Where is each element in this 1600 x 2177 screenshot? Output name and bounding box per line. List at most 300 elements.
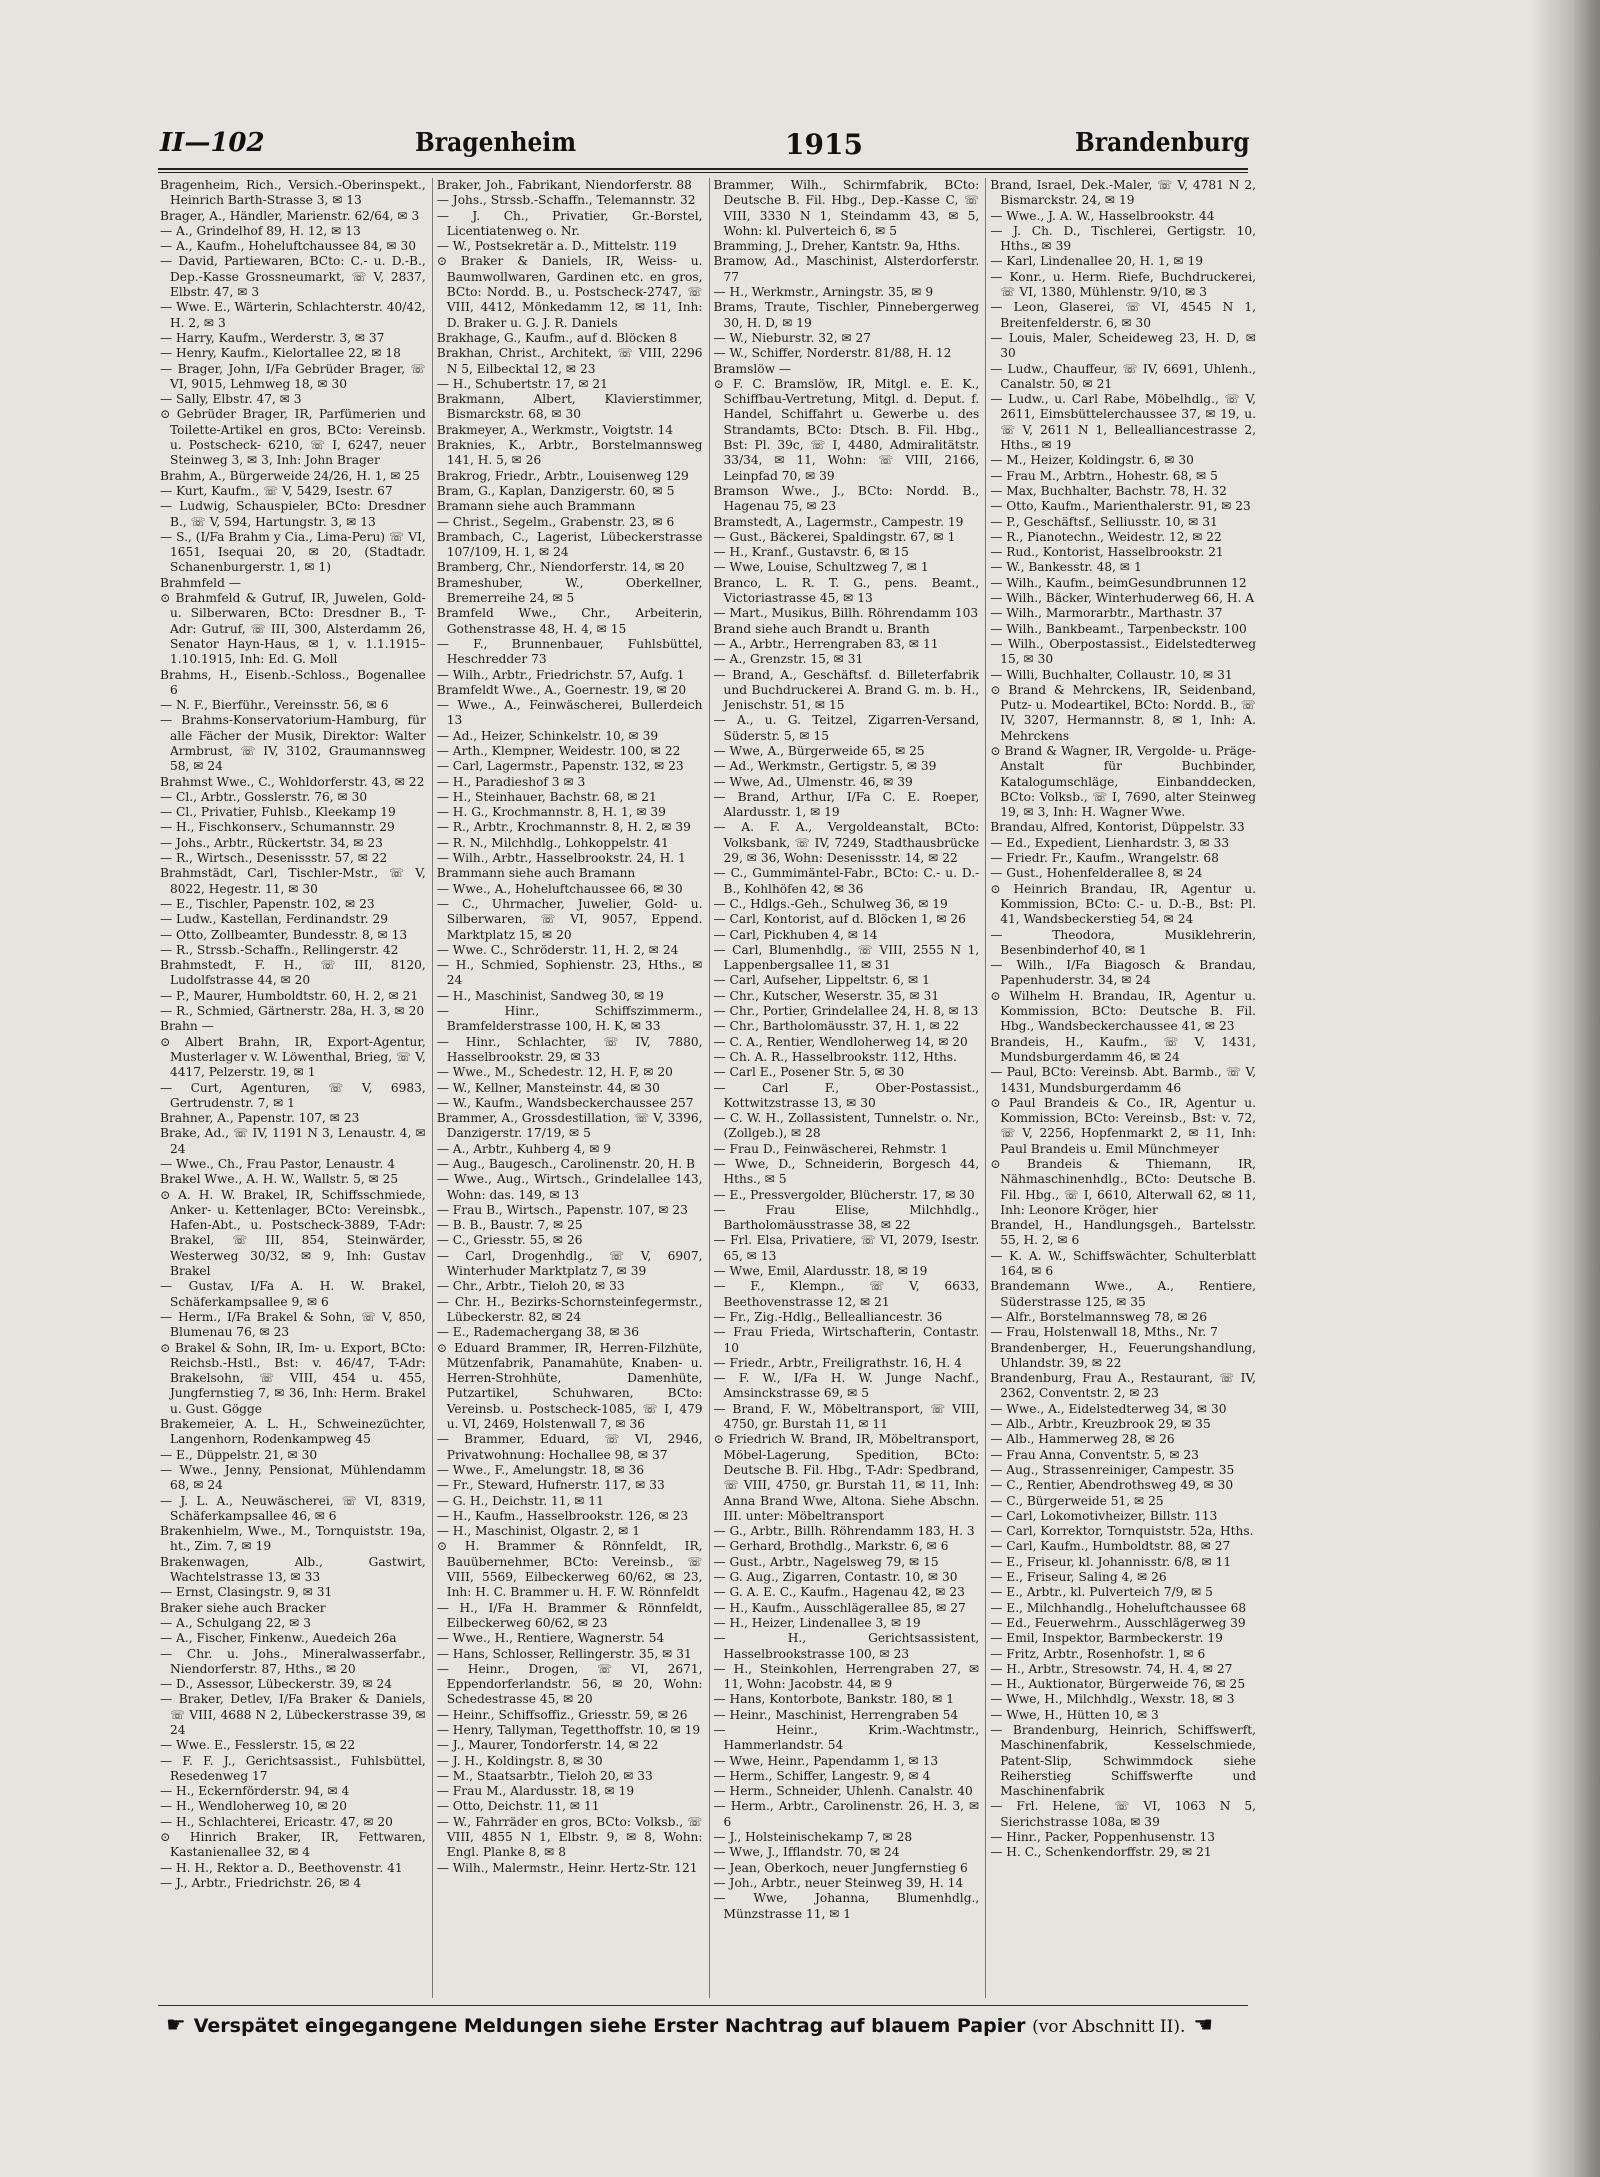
directory-entry: — Chr., Portier, Grindelallee 24, H. 8, ✉ 13 (713, 1004, 979, 1019)
directory-entry: — J. L. A., Neuwäscherei, ☏ VI, 8319, Schäferkampsallee 46, ✉ 6 (160, 1493, 426, 1523)
directory-entry: Bramberg, Chr., Niendorferstr. 14, ✉ 20 (436, 560, 685, 575)
directory-entry: — H., Steinkohlen, Herrengraben 27, ✉ 11, Wohn: Jacobstr. 44, ✉ 9 (713, 1661, 980, 1692)
directory-entry: ⊙ Eduard Brammer, IR, Herren-Filzhüte, Mützenfabrik, Panamahüte, Knaben- u. Herren-Strohhüte, Damenhüte, Putzartikel, Schuhwaren, BCto: Vereinsb. u. Postscheck-1085, ☏ I, 479 u. VI, 2469, Holstenwall 7, ✉ 36 (436, 1340, 703, 1432)
directory-entry: — Wilh., I/Fa Biagosch & Brandau, Papenhuderstr. 34, ✉ 24 (990, 958, 1256, 988)
directory-entry: — H., Maschinist, Sandweg 30, ✉ 19 (436, 988, 664, 1003)
directory-entry: — Heinr., Schiffsoffiz., Griesstr. 59, ✉ 26 (436, 1707, 688, 1722)
directory-entry: ⊙ Brakel & Sohn, IR, Im- u. Export, BCto: Reichsb.-Hstl., Bst: v. 46/47, T-Adr: Brakelsohn, ☏ VIII, 454 u. 455, Jungfernstieg 7, ✉ 36, Inh: Herm. Brakel u. Gust. Gögge (160, 1340, 426, 1416)
column-4 (985, 178, 1256, 1998)
directory-entry: — P., Geschäftsf., Selliusstr. 10, ✉ 31 (990, 514, 1218, 529)
directory-entry: ⊙ H. Brammer & Rönnfeldt, IR, Bauübernehmer, BCto: Vereinsb., ☏ VIII, 5569, Eilbeckerweg 60/62, ✉ 23, Inh: H. C. Brammer u. H. F. W. Rönnfeldt (436, 1539, 703, 1600)
directory-entry: Brakmann, Albert, Klavierstimmer, Bismarckstr. 68, ✉ 30 (436, 392, 703, 422)
directory-entry: — E., Arbtr., kl. Pulverteich 7/9, ✉ 5 (990, 1585, 1213, 1600)
directory-entry: Brake, Ad., ☏ IV, 1191 N 3, Lenaustr. 4, ✉ 24 (160, 1126, 426, 1156)
directory-entry: Brandemann Wwe., A., Rentiere, Süderstrasse 125, ✉ 35 (990, 1279, 1256, 1309)
directory-entry: — Heinr., Krim.-Wachtmstr., Hammerlandstr. 54 (713, 1722, 980, 1753)
directory-entry: — Frau B., Wirtsch., Papenstr. 107, ✉ 23 (436, 1202, 688, 1217)
directory-entry: — Brand, Arthur, I/Fa C. E. Roeper, Alardusstr. 1, ✉ 19 (713, 789, 980, 820)
directory-entry: — Jean, Oberkoch, neuer Jungfernstieg 6 (713, 1860, 968, 1875)
directory-entry: — Frau Elise, Milchhdlg., Bartholomäusstrasse 38, ✉ 22 (713, 1202, 980, 1233)
directory-entry: — Wwe. E., Wärterin, Schlachterstr. 40/42, H. 2, ✉ 3 (160, 300, 426, 330)
directory-entry: — B. B., Baustr. 7, ✉ 25 (436, 1218, 583, 1233)
directory-entry: — Max, Buchhalter, Bachstr. 78, H. 32 (990, 483, 1227, 498)
directory-entry: — Fr., Steward, Hufnerstr. 117, ✉ 33 (436, 1478, 665, 1493)
directory-entry: Brahn — (160, 1019, 214, 1034)
directory-entry: — Frau Frieda, Wirtschafterin, Contastr. 10 (713, 1325, 980, 1355)
directory-entry: — G. H., Deichstr. 11, ✉ 11 (436, 1493, 604, 1508)
page-header (160, 128, 1250, 162)
directory-entry: — E., Pressvergolder, Blücherstr. 17, ✉ 30 (713, 1187, 975, 1202)
directory-entry: — W., Schiffer, Norderstr. 81/88, H. 12 (713, 346, 952, 361)
directory-entry: — Hinr., Schiffszimmerm., Bramfelderstrasse 100, H. K, ✉ 33 (436, 1004, 703, 1034)
directory-entry: Bramson Wwe., J., BCto: Nordd. B., Hagenau 75, ✉ 23 (713, 483, 980, 514)
directory-entry: Brandeis, H., Kaufm., ☏ V, 1431, Mundsburgerdamm 46, ✉ 24 (990, 1034, 1256, 1064)
header-rule (158, 168, 1248, 173)
directory-entry: ⊙ Paul Brandeis & Co., IR, Agentur u. Kommission, BCto: Vereinsb., Bst: v. 72, ☏ V, 2256, Hopfenmarkt 2, ✉ 11, Inh: Paul Brandeis u. Emil Münchmeyer (990, 1095, 1256, 1156)
directory-entry: — David, Partiewaren, BCto: C.- u. D.-B., Dep.-Kasse Grossneumarkt, ☏ V, 2837, Elbstr. 47, ✉ 3 (160, 254, 426, 300)
directory-entry: — Wwe, H., Hütten 10, ✉ 3 (990, 1707, 1159, 1722)
directory-entry: — Wwe, Emil, Alardusstr. 18, ✉ 19 (713, 1264, 928, 1279)
directory-entry: — Joh., Arbtr., neuer Steinweg 39, H. 14 (713, 1875, 964, 1890)
directory-entry: — D., Assessor, Lübeckerstr. 39, ✉ 24 (160, 1677, 393, 1692)
directory-entry: — Wwe., J. A. W., Hasselbrookstr. 44 (990, 208, 1215, 223)
directory-entry: — Frau M., Alardusstr. 18, ✉ 19 (436, 1784, 635, 1799)
directory-entry: — Carl, Blumenhdlg., ☏ VIII, 2555 N 1, Lappenbergsallee 11, ✉ 31 (713, 942, 980, 973)
directory-entry: ⊙ Brandeis & Thiemann, IR, Nähmaschinenhdlg., BCto: Deutsche B. Fil. Hbg., ☏ I, 6610, Alterwall 62, ✉ 11, Inh: Leonore Kröger, hier (990, 1157, 1256, 1217)
directory-entry: — H., Werkmstr., Arningstr. 35, ✉ 9 (713, 285, 934, 300)
directory-entry: — E., Milchhandlg., Hoheluftchaussee 68 (990, 1600, 1247, 1615)
directory-entry: Brameshuber, W., Oberkellner, Bremerreihe 24, ✉ 5 (436, 575, 703, 606)
directory-columns (160, 178, 1256, 1998)
directory-entry: — J. Ch., Privatier, Gr.-Borstel, Licentiatenweg o. Nr. (436, 208, 703, 238)
directory-entry: — Carl, Korrektor, Tornquiststr. 52a, Hths. (990, 1524, 1254, 1539)
directory-entry: — Wilh., Oberpostassist., Eidelstedterweg 15, ✉ 30 (990, 636, 1256, 667)
directory-entry: — Karl, Lindenallee 20, H. 1, ✉ 19 (990, 254, 1203, 269)
directory-entry: — Cl., Arbtr., Gosslerstr. 76, ✉ 30 (160, 789, 368, 804)
directory-entry: Brandenberger, H., Feuerungshandlung, Uhlandstr. 39, ✉ 22 (990, 1340, 1256, 1370)
directory-entry: — H., Wendloherweg 10, ✉ 20 (160, 1799, 348, 1814)
directory-entry: — Ch. A. R., Hasselbrookstr. 112, Hths. (713, 1049, 957, 1064)
column-3 (709, 178, 980, 1998)
directory-entry: Brager, A., Händler, Marienstr. 62/64, ✉ 3 (160, 208, 420, 223)
directory-entry: — Carl, Drogenhdlg., ☏ V, 6907, Winterhuder Marktplatz 7, ✉ 39 (436, 1248, 703, 1279)
directory-entry: ⊙ A. H. W. Brakel, IR, Schiffsschmiede, Anker- u. Kettenlager, BCto: Vereinsbk., Hafen-Abt., u. Postscheck-3889, T-Adr: Brakel, ☏ III, 854, Steinwärder, Westerweg 30/32, ✉ 9, Inh: Gustav Brakel (160, 1187, 426, 1279)
directory-entry: Branco, L. R. T. G., pens. Beamt., Victoriastrasse 45, ✉ 13 (713, 575, 980, 606)
directory-entry: — Wilh., Marmorarbtr., Marthastr. 37 (990, 606, 1223, 621)
directory-entry: — C., Griesstr. 55, ✉ 26 (436, 1233, 583, 1248)
directory-entry: — Wwe., A., Feinwäscherei, Bullerdeich 13 (436, 698, 703, 728)
directory-entry: Brand siehe auch Brandt u. Branth (713, 621, 930, 636)
directory-entry: Bramstedt, A., Lagermstr., Campestr. 19 (713, 514, 964, 529)
directory-entry: — Wilh., Arbtr., Friedrichstr. 57, Aufg. 1 (436, 667, 685, 682)
directory-entry: — Ad., Heizer, Schinkelstr. 10, ✉ 39 (436, 728, 659, 743)
directory-entry: — R., Arbtr., Krochmannstr. 8, H. 2, ✉ 39 (436, 820, 691, 835)
directory-entry: — Louis, Maler, Scheideweg 23, H. D, ✉ 30 (990, 330, 1256, 361)
directory-entry: Brakmeyer, A., Werkmstr., Voigtstr. 14 (436, 422, 673, 437)
directory-entry: — H., Arbtr., Stresowstr. 74, H. 4, ✉ 27 (990, 1661, 1233, 1676)
directory-entry: — Carl, Aufseher, Lippeltstr. 6, ✉ 1 (713, 973, 930, 988)
footer-notice: Verspätet eingegangene Meldungen siehe Erster Nachtrag auf blauem Papier (193, 2015, 1026, 2037)
directory-entry: — Gustav, I/Fa A. H. W. Brakel, Schäferkampsallee 9, ✉ 6 (160, 1279, 426, 1309)
directory-entry: — Fr., Zig.-Hdlg., Bellealliancestr. 36 (713, 1309, 943, 1324)
directory-entry: — N. F., Bierführ., Vereinsstr. 56, ✉ 6 (160, 698, 389, 713)
directory-entry: — Carl, Kaufm., Humboldtstr. 88, ✉ 27 (990, 1539, 1231, 1554)
directory-entry: — Chr. u. Johs., Mineralwasserfabr., Niendorferstr. 87, Hths., ✉ 20 (160, 1646, 426, 1676)
directory-entry: — E., Tischler, Papenstr. 102, ✉ 23 (160, 896, 375, 911)
directory-entry: — Kurt, Kaufm., ☏ V, 5429, Isestr. 67 (160, 483, 393, 498)
directory-entry: — W., Postsekretär a. D., Mittelstr. 119 (436, 239, 677, 254)
directory-entry: — Gust., Bäckerei, Spaldingstr. 67, ✉ 1 (713, 529, 956, 544)
directory-entry: — Carl, Lagermstr., Papenstr. 132, ✉ 23 (436, 759, 684, 774)
directory-entry: — Chr., Kutscher, Weserstr. 35, ✉ 31 (713, 988, 940, 1003)
page-number: II—102 (160, 128, 265, 158)
directory-entry: Brand, Israel, Dek.-Maler, ☏ V, 4781 N 2, Bismarckstr. 24, ✉ 19 (990, 178, 1256, 208)
directory-entry: Brams, Traute, Tischler, Pinnebergerweg 30, H. D, ✉ 19 (713, 300, 980, 330)
directory-entry: — H., Kaufm., Ausschlägerallee 85, ✉ 27 (713, 1600, 966, 1615)
directory-entry: — Carl, Pickhuben 4, ✉ 14 (713, 927, 878, 942)
directory-entry: — Rud., Kontorist, Hasselbrookstr. 21 (990, 545, 1224, 560)
directory-entry: — C., Hdlgs.-Geh., Schulweg 36, ✉ 19 (713, 896, 948, 911)
directory-entry: — Otto, Zollbeamter, Bundesstr. 8, ✉ 13 (160, 927, 408, 942)
directory-entry: ⊙ Albert Brahn, IR, Export-Agentur, Musterlager v. W. Löwenthal, Brieg, ☏ V, 4417, Pelzerstr. 19, ✉ 1 (160, 1034, 426, 1080)
directory-entry: — Henry, Tallyman, Tegetthoffstr. 10, ✉ 19 (436, 1722, 701, 1737)
directory-entry: — Ludw., Chauffeur, ☏ IV, 6691, Uhlenh., Canalstr. 50, ✉ 21 (990, 361, 1256, 391)
directory-entry: — Frau Anna, Conventstr. 5, ✉ 23 (990, 1447, 1199, 1462)
directory-entry: — M., Heizer, Koldingstr. 6, ✉ 30 (990, 453, 1194, 468)
directory-entry: — Wwe, A., Bürgerweide 65, ✉ 25 (713, 743, 925, 758)
directory-entry: ⊙ Hinrich Braker, IR, Fettwaren, Kastanienallee 32, ✉ 4 (160, 1830, 426, 1860)
directory-entry: — A., Kaufm., Hoheluftchaussee 84, ✉ 30 (160, 239, 417, 254)
directory-entry: — C. A., Rentier, Wendloherweg 14, ✉ 20 (713, 1034, 968, 1049)
directory-entry: — Gust., Arbtr., Nagelsweg 79, ✉ 15 (713, 1554, 939, 1569)
directory-entry: — Wwe, Ad., Ulmenstr. 46, ✉ 39 (713, 774, 913, 789)
directory-entry: — J. H., Koldingstr. 8, ✉ 30 (436, 1753, 603, 1768)
directory-entry: Brandenburg, Frau A., Restaurant, ☏ IV, 2362, Conventstr. 2, ✉ 23 (990, 1371, 1256, 1401)
directory-entry: — Arth., Klempner, Weidestr. 100, ✉ 22 (436, 743, 681, 758)
directory-entry: — C., Gummimäntel-Fabr., BCto: C.- u. D.-B., Kohlhöfen 42, ✉ 36 (713, 866, 980, 896)
directory-entry: — Ad., Werkmstr., Gertigstr. 5, ✉ 39 (713, 759, 937, 774)
directory-entry: — Wwe, H., Milchhdlg., Wexstr. 18, ✉ 3 (990, 1692, 1235, 1707)
directory-entry: — Alfr., Borstelmannsweg 78, ✉ 26 (990, 1309, 1207, 1324)
footer-rule (158, 2005, 1248, 2006)
directory-entry: Braker, Joh., Fabrikant, Niendorferstr. 88 (436, 178, 692, 192)
directory-entry: — Wwe., F., Amelungstr. 18, ✉ 36 (436, 1462, 644, 1477)
directory-entry: — Wwe., M., Schedestr. 12, H. F, ✉ 20 (436, 1065, 673, 1080)
directory-entry: — H., Paradieshof 3 ✉ 3 (436, 774, 586, 789)
directory-entry: — H., I/Fa H. Brammer & Rönnfeldt, Eilbeckerweg 60/62, ✉ 23 (436, 1600, 703, 1630)
directory-entry: Brahms, H., Eisenb.-Schloss., Bogenallee 6 (160, 667, 426, 697)
directory-entry: — W., Bankesstr. 48, ✉ 1 (990, 560, 1142, 575)
directory-entry: Bram, G., Kaplan, Danzigerstr. 60, ✉ 5 (436, 483, 675, 498)
directory-entry: — Wwe, Heinr., Papendamm 1, ✉ 13 (713, 1753, 939, 1768)
directory-entry: — H., Eckernförderstr. 94, ✉ 4 (160, 1784, 350, 1799)
directory-entry: — H., Kaufm., Hasselbrookstr. 126, ✉ 23 (436, 1508, 689, 1523)
directory-entry: — Wilh., Arbtr., Hasselbrookstr. 24, H. 1 (436, 851, 686, 866)
directory-entry: — Emil, Inspektor, Barmbeckerstr. 19 (990, 1631, 1223, 1646)
pointing-hand-left-icon: ☚ (1193, 2013, 1214, 2038)
directory-entry: — Wwe., A., Hoheluftchaussee 66, ✉ 30 (436, 881, 683, 896)
directory-entry: — R., Strssb.-Schaffn., Rellingerstr. 42 (160, 942, 399, 957)
directory-entry: Brakrog, Friedr., Arbtr., Louisenweg 129 (436, 468, 689, 483)
directory-entry: — Chr., Arbtr., Tieloh 20, ✉ 33 (436, 1279, 625, 1294)
directory-entry: — Willi, Buchhalter, Collaustr. 10, ✉ 31 (990, 667, 1233, 682)
directory-entry: — H., Maschinist, Olgastr. 2, ✉ 1 (436, 1524, 640, 1539)
directory-entry: — Gust., Hohenfelderallee 8, ✉ 24 (990, 866, 1203, 881)
directory-entry: — A., Grindelhof 89, H. 12, ✉ 13 (160, 223, 361, 238)
page-footer (158, 2013, 1248, 2043)
directory-entry: ⊙ Braker & Daniels, IR, Weiss- u. Baumwollwaren, Gardinen etc. en gros, BCto: Nordd. B., u. Postscheck-2747, ☏ VIII, 4412, Mönkedamm 12, ✉ 11, Inh: D. Braker u. G. J. R. Daniels (436, 254, 703, 330)
directory-entry: Brahmst Wwe., C., Wohldorferstr. 43, ✉ 22 (160, 774, 425, 789)
directory-entry: — S., (I/Fa Brahm y Cia., Lima-Peru) ☏ VI, 1651, Isequai 20, ✉ 20, (Stadtadr. Schanenburgerstr. 1, ✉ 1) (160, 529, 426, 575)
directory-entry: — Frl. Helene, ☏ VI, 1063 N 5, Sierichstrasse 108a, ✉ 39 (990, 1799, 1256, 1829)
directory-entry: — Sally, Elbstr. 47, ✉ 3 (160, 392, 302, 407)
directory-entry: — Cl., Privatier, Fuhlsb., Kleekamp 19 (160, 805, 396, 820)
directory-entry: Bramming, J., Dreher, Kantstr. 9a, Hths. (713, 239, 961, 254)
directory-entry: — Wwe. C., Schröderstr. 11, H. 2, ✉ 24 (436, 942, 679, 957)
directory-entry: — J., Holsteinischekamp 7, ✉ 28 (713, 1830, 913, 1845)
directory-entry: ⊙ Heinrich Brandau, IR, Agentur u. Kommission, BCto: C.- u. D.-B., Bst: Pl. 41, Wandsbeckerstieg 54, ✉ 24 (990, 881, 1256, 927)
directory-entry: — Hinr., Packer, Poppenhusenstr. 13 (990, 1830, 1215, 1845)
directory-entry: — P., Maurer, Humboldtstr. 60, H. 2, ✉ 21 (160, 988, 419, 1003)
directory-entry: — Wwe., A., Eidelstedterweg 34, ✉ 30 (990, 1401, 1227, 1416)
directory-entry: — Frau, Holstenwall 18, Mths., Nr. 7 (990, 1325, 1218, 1340)
directory-entry: — H., Auktionator, Bürgerweide 76, ✉ 25 (990, 1677, 1246, 1692)
directory-entry: ⊙ Gebrüder Brager, IR, Parfümerien und Toilette-Artikel en gros, BCto: Vereinsb. u. Postscheck- 6210, ☏ I, 6247, neuer Steinweg 3, ✉ 3, Inh: John Brager (160, 407, 426, 468)
directory-entry: — Brand, F. W., Möbeltransport, ☏ VIII, 4750, gr. Burstah 11, ✉ 11 (713, 1401, 980, 1432)
directory-entry: — A., Schulgang 22, ✉ 3 (160, 1615, 311, 1630)
directory-entry: — Chr. H., Bezirks-Schornsteinfegermstr., Lübeckerstr. 82, ✉ 24 (436, 1294, 703, 1324)
directory-entry: Brahmstedt, F. H., ☏ III, 8120, Ludolfstrasse 44, ✉ 20 (160, 958, 426, 988)
directory-entry: ⊙ Wilhelm H. Brandau, IR, Agentur u. Kommission, BCto: Deutsche B. Fil. Hbg., Wandsbeckerchaussee 41, ✉ 23 (990, 988, 1256, 1034)
directory-entry: — H. G., Krochmannstr. 8, H. 1, ✉ 39 (436, 805, 666, 820)
directory-entry: — Brahms-Konservatorium-Hamburg, für alle Fächer der Musik, Direktor: Walter Armbrust, ☏ IV, 3102, Graumannsweg 58, ✉ 24 (160, 713, 426, 774)
directory-entry: — Harry, Kaufm., Werderstr. 3, ✉ 37 (160, 330, 385, 345)
column-1 (160, 178, 426, 1998)
directory-entry: — Ed., Feuerwehrm., Ausschlägerweg 39 (990, 1615, 1246, 1630)
directory-entry: — G. Aug., Zigarren, Contastr. 10, ✉ 30 (713, 1570, 958, 1585)
directory-entry: — Wwe., Jenny, Pensionat, Mühlendamm 68, ✉ 24 (160, 1462, 426, 1493)
directory-entry: — Wilh., Malermstr., Heinr. Hertz-Str. 121 (436, 1860, 698, 1875)
directory-entry: — A., Grenzstr. 15, ✉ 31 (713, 652, 864, 667)
directory-entry: Brammer, Wilh., Schirmfabrik, BCto: Deutsche B. Fil. Hbg., Dep.-Kasse C, ☏ VIII, 3330 N 1, Steindamm 43, ✉ 5, Wohn: kl. Pulverteich 6, ✉ 5 (713, 178, 980, 238)
directory-entry: — Frl. Elsa, Privatiere, ☏ VI, 2079, Isestr. 65, ✉ 13 (713, 1233, 980, 1263)
column-2 (432, 178, 703, 1998)
directory-entry: — Konr., u. Herm. Riefe, Buchdruckerei, ☏ VI, 1380, Mühlenstr. 9/10, ✉ 3 (990, 269, 1256, 300)
directory-entry: — Herm., Arbtr., Carolinenstr. 26, H. 3, ✉ 6 (713, 1799, 980, 1829)
directory-entry: — Alb., Hammerweg 28, ✉ 26 (990, 1432, 1175, 1447)
directory-entry: Brandau, Alfred, Kontorist, Düppelstr. 33 (990, 820, 1245, 835)
directory-entry: — Johs., Strssb.-Schaffn., Telemannstr. 32 (436, 193, 696, 208)
directory-entry: — Wwe., Ch., Frau Pastor, Lenaustr. 4 (160, 1157, 395, 1171)
directory-entry: — A. F. A., Vergoldeanstalt, BCto: Volksbank, ☏ IV, 7249, Stadthausbrücke 29, ✉ 36, Wohn: Desenissstr. 14, ✉ 22 (713, 820, 980, 866)
directory-entry: ⊙ Brand & Mehrckens, IR, Seidenband, Putz- u. Modeartikel, BCto: Nordd. B., ☏ IV, 3207, Hermannstr. 8, ✉ 1, Inh: A. Mehrckens (990, 682, 1256, 743)
directory-entry: ⊙ Brahmfeld & Gutruf, IR, Juwelen, Gold- u. Silberwaren, BCto: Dresdner B., T-Adr: Gutruf, ☏ III, 300, Alsterdamm 26, Senator Hayn-Haus, ✉ 1, v. 1.1.1915–1.10.1915, Inh: Ed. G. Moll (160, 591, 426, 667)
directory-entry: — Brammer, Eduard, ☏ VI, 2946, Privatwohnung: Hochallee 98, ✉ 37 (436, 1432, 703, 1462)
directory-entry: — A., Arbtr., Kuhberg 4, ✉ 9 (436, 1141, 612, 1156)
directory-entry: Braknies, K., Arbtr., Borstelmannsweg 141, H. 5, ✉ 26 (436, 438, 703, 468)
directory-entry: — Carl E., Posener Str. 5, ✉ 30 (713, 1065, 905, 1080)
directory-entry: — Wwe., H., Rentiere, Wagnerstr. 54 (436, 1631, 665, 1646)
directory-entry: — H., Heizer, Lindenallee 3, ✉ 19 (713, 1615, 921, 1630)
directory-entry: ⊙ Friedrich W. Brand, IR, Möbeltransport, Möbel-Lagerung, Spedition, BCto: Deutsche B. Fil. Hbg., T-Adr: Spedbrand, ☏ VIII, 4750, gr. Burstah 11, ✉ 11, Inh: Anna Brand Wwe, Altona. Siehe Abschn. III. unter: Möbeltransport (713, 1432, 980, 1523)
directory-entry: — Ernst, Clasingstr. 9, ✉ 31 (160, 1585, 333, 1600)
directory-entry: — Johs., Arbtr., Rückertstr. 34, ✉ 23 (160, 835, 383, 850)
directory-entry: — H., Fischkonserv., Schumannstr. 29 (160, 820, 395, 835)
directory-entry: Brakenhielm, Wwe., M., Tornquiststr. 19a, ht., Zim. 7, ✉ 19 (160, 1524, 426, 1554)
directory-entry: — Hans, Schlosser, Rellingerstr. 35, ✉ 31 (436, 1646, 692, 1661)
directory-entry: — W., Kaufm., Wandsbeckerchaussee 257 (436, 1095, 694, 1110)
directory-entry: — Carl F., Ober-Postassist., Kottwitzstrasse 13, ✉ 30 (713, 1080, 980, 1110)
directory-entry: — H., Steinhauer, Bachstr. 68, ✉ 21 (436, 789, 657, 804)
directory-entry: Brahm, A., Bürgerweide 24/26, H. 1, ✉ 25 (160, 468, 420, 483)
directory-entry: — Wwe, D., Schneiderin, Borgesch 44, Hths., ✉ 5 (713, 1157, 980, 1187)
directory-entry: — H. H., Rektor a. D., Beethovenstr. 41 (160, 1860, 403, 1875)
directory-entry: — F., Klempn., ☏ V, 6633, Beethovenstrasse 12, ✉ 21 (713, 1279, 980, 1309)
directory-entry: — H., Schlachterei, Ericastr. 47, ✉ 20 (160, 1814, 393, 1829)
directory-entry: — W., Nieburstr. 32, ✉ 27 (713, 330, 872, 345)
directory-entry: — E., Friseur, kl. Johannisstr. 6/8, ✉ 11 (990, 1554, 1232, 1569)
directory-entry: Brakel Wwe., A. H. W., Wallstr. 5, ✉ 25 (160, 1172, 399, 1187)
directory-entry: — Aug., Strassenreiniger, Campestr. 35 (990, 1462, 1235, 1477)
directory-entry: — Heinr., Drogen, ☏ VI, 2671, Eppendorferlandstr. 56, ✉ 20, Wohn: Schedestrasse 45, ✉ 20 (436, 1661, 703, 1707)
directory-entry: — Gerhard, Brothdlg., Markstr. 6, ✉ 6 (713, 1539, 949, 1554)
directory-entry: — Leon, Glaserei, ☏ VI, 4545 N 1, Breitenfelderstr. 6, ✉ 30 (990, 300, 1256, 330)
directory-entry: — C. W. H., Zollassistent, Tunnelstr. o. Nr., (Zollgeb.), ✉ 28 (713, 1111, 980, 1141)
directory-entry: — H., Gerichtsassistent, Hasselbrookstrasse 100, ✉ 23 (713, 1631, 980, 1661)
directory-entry: Brakemeier, A. L. H., Schweinezüchter, Langenhorn, Rodenkampweg 45 (160, 1417, 426, 1447)
header-last-entry: Brandenburg (1075, 128, 1250, 158)
directory-entry: — Otto, Deichstr. 11, ✉ 11 (436, 1799, 600, 1814)
directory-entry: — W., Fahrräder en gros, BCto: Volksb., ☏ VIII, 4855 N 1, Elbstr. 9, ✉ 8, Wohn: Engl. Planke 8, ✉ 8 (436, 1814, 703, 1860)
directory-entry: Bramfeld Wwe., Chr., Arbeiterin, Gothenstrasse 48, H. 4, ✉ 15 (436, 606, 703, 636)
directory-entry: — J. Ch. D., Tischlerei, Gertigstr. 10, Hths., ✉ 39 (990, 223, 1256, 254)
directory-entry: Brakenwagen, Alb., Gastwirt, Wachtelstrasse 13, ✉ 33 (160, 1554, 426, 1585)
directory-entry: Brahmstädt, Carl, Tischler-Mstr., ☏ V, 8022, Hegestr. 11, ✉ 30 (160, 866, 426, 896)
directory-entry: — Wilh., Bäcker, Winterhuderweg 66, H. A (990, 591, 1255, 606)
directory-entry: — J., Maurer, Tondorferstr. 14, ✉ 22 (436, 1738, 659, 1753)
directory-entry: — F. W., I/Fa H. W. Junge Nachf., Amsinckstrasse 69, ✉ 5 (713, 1371, 980, 1401)
directory-entry: — M., Staatsarbtr., Tieloh 20, ✉ 33 (436, 1768, 653, 1783)
directory-entry: Brambach, C., Lagerist, Lübeckerstrasse 107/109, H. 1, ✉ 24 (436, 529, 703, 560)
directory-entry: Bramfeldt Wwe., A., Goernestr. 19, ✉ 20 (436, 682, 687, 697)
directory-entry: — Theodora, Musiklehrerin, Besenbinderhof 40, ✉ 1 (990, 927, 1256, 957)
directory-entry: — Ludwig, Schauspieler, BCto: Dresdner B., ☏ V, 594, Hartungstr. 3, ✉ 13 (160, 499, 426, 529)
directory-entry: — H., Schmied, Sophienstr. 23, Hths., ✉ 24 (436, 958, 703, 988)
directory-entry: — F. F. J., Gerichtsassist., Fuhlsbüttel, Resedenweg 17 (160, 1753, 426, 1783)
header-first-entry: Bragenheim (415, 128, 577, 158)
directory-entry: — Herm., Schiffer, Langestr. 9, ✉ 4 (713, 1768, 931, 1783)
directory-entry: — Herm., Schneider, Uhlenh. Canalstr. 40 (713, 1784, 973, 1799)
directory-entry: — R., Wirtsch., Desenissstr. 57, ✉ 22 (160, 851, 388, 866)
directory-entry: — Braker, Detlev, I/Fa Braker & Daniels, ☏ VIII, 4688 N 2, Lübeckerstrasse 39, ✉ 24 (160, 1692, 426, 1737)
directory-entry: Brahner, A., Papenstr. 107, ✉ 23 (160, 1111, 360, 1126)
directory-entry: — E., Friseur, Saling 4, ✉ 26 (990, 1570, 1167, 1585)
directory-entry: — A., u. G. Teitzel, Zigarren-Versand, Süderstr. 5, ✉ 15 (713, 713, 980, 743)
directory-entry: — Henry, Kaufm., Kielortallee 22, ✉ 18 (160, 346, 401, 361)
directory-entry: Braker siehe auch Bracker (160, 1600, 326, 1615)
directory-entry: — Otto, Kaufm., Marienthalerstr. 91, ✉ 23 (990, 499, 1251, 514)
directory-entry: — W., Kellner, Mansteinstr. 44, ✉ 30 (436, 1080, 660, 1095)
directory-entry: — G., Arbtr., Billh. Röhrendamm 183, H. 3 (713, 1524, 975, 1539)
directory-entry: — Herm., I/Fa Brakel & Sohn, ☏ V, 850, Blumenau 76, ✉ 23 (160, 1309, 426, 1340)
directory-entry: Bramow, Ad., Maschinist, Alsterdorferstr. 77 (713, 254, 980, 284)
directory-entry: — Paul, BCto: Vereinsb. Abt. Barmb., ☏ V, 1431, Mundsburgerdamm 46 (990, 1065, 1256, 1095)
directory-entry: — C., Rentier, Abendrothsweg 49, ✉ 30 (990, 1478, 1234, 1493)
directory-entry: — A., Fischer, Finkenw., Auedeich 26a (160, 1631, 397, 1646)
directory-entry: — Brager, John, I/Fa Gebrüder Brager, ☏ VI, 9015, Lehmweg 18, ✉ 30 (160, 361, 426, 391)
directory-entry: — C., Uhrmacher, Juwelier, Gold- u. Silberwaren, ☏ VI, 9057, Eppend. Marktplatz 15, ✉ 20 (436, 896, 703, 942)
directory-entry: — Wilh., Kaufm., beimGesundbrunnen 12 (990, 575, 1247, 590)
directory-entry: — Brandenburg, Heinrich, Schiffswerft, Maschinenfabrik, Kesselschmiede, Patent-Slip, Schwimmdock siehe Reiherstieg Schiffswerfte und Maschinenfabrik (990, 1722, 1256, 1799)
directory-entry: Bramslöw — (713, 361, 792, 376)
directory-entry: ⊙ F. C. Bramslöw, IR, Mitgl. e. E. K., Schiffbau-Vertretung, Mitgl. d. Deput. f. Handel, Schiffahrt u. Gewerbe u. des Strandamts, BCto: Dtsch. B. Fil. Hbg., Bst: Pl. 39c, ☏ I, 4480, Admiralitätstr. 33/34, ✉ 11, Wohn: ☏ VIII, 2166, Leinpfad 70, ✉ 39 (713, 376, 980, 483)
directory-entry: — Carl, Kontorist, auf d. Blöcken 1, ✉ 26 (713, 912, 966, 927)
directory-entry: — Friedr., Arbtr., Freiligrathstr. 16, H. 4 (713, 1355, 962, 1370)
directory-entry: — R., Schmied, Gärtnerstr. 28a, H. 3, ✉ 20 (160, 1004, 425, 1019)
directory-entry: Brahmfeld — (160, 575, 241, 590)
directory-entry: — E., Rademachergang 38, ✉ 36 (436, 1325, 640, 1340)
directory-entry: — H. C., Schenkendorffstr. 29, ✉ 21 (990, 1845, 1212, 1860)
directory-entry: Brakhage, G., Kaufm., auf d. Blöcken 8 (436, 330, 678, 345)
header-year: 1915 (785, 128, 863, 161)
directory-entry: — Wilh., Bankbeamt., Tarpenbeckstr. 100 (990, 621, 1247, 636)
directory-entry: — R., Pianotechn., Weidestr. 12, ✉ 22 (990, 529, 1222, 544)
directory-entry: — R. N., Milchhdlg., Lohkoppelstr. 41 (436, 835, 669, 850)
directory-entry: Brammann siehe auch Bramann (436, 866, 636, 881)
directory-entry: — Hinr., Schlachter, ☏ IV, 7880, Hasselbrookstr. 29, ✉ 33 (436, 1034, 703, 1064)
directory-entry: — Heinr., Maschinist, Herrengraben 54 (713, 1707, 959, 1722)
directory-entry: — Christ., Segelm., Grabenstr. 23, ✉ 6 (436, 514, 675, 529)
directory-entry: — Friedr. Fr., Kaufm., Wrangelstr. 68 (990, 851, 1219, 866)
directory-entry: — A., Arbtr., Herrengraben 83, ✉ 11 (713, 636, 939, 651)
directory-entry: — Wwe, J., Ifflandstr. 70, ✉ 24 (713, 1845, 900, 1860)
directory-entry: — Brand, A., Geschäftsf. d. Billeterfabrik und Buchdruckerei A. Brand G. m. b. H., Jenischstr. 51, ✉ 15 (713, 667, 980, 713)
pointing-hand-right-icon: ☛ (166, 2013, 186, 2038)
directory-entry: — Alb., Arbtr., Kreuzbrook 29, ✉ 35 (990, 1417, 1211, 1432)
directory-entry: Brammer, A., Grossdestillation, ☏ V, 3396, Danzigerstr. 17/19, ✉ 5 (436, 1111, 703, 1141)
directory-entry: — Wwe, Johanna, Blumenhdlg., Münzstrasse 11, ✉ 1 (713, 1891, 980, 1921)
directory-entry: Brandel, H., Handlungsgeh., Bartelsstr. 55, H. 2, ✉ 6 (990, 1218, 1256, 1248)
directory-entry: — H., Kranf., Gustavstr. 6, ✉ 15 (713, 545, 909, 560)
directory-entry: — Carl, Lokomotivheizer, Billstr. 113 (990, 1508, 1218, 1523)
directory-entry: — Curt, Agenturen, ☏ V, 6983, Gertrudenstr. 7, ✉ 1 (160, 1080, 426, 1110)
directory-entry: — Aug., Baugesch., Carolinenstr. 20, H. B (436, 1157, 695, 1171)
directory-entry: — Ed., Expedient, Lienhardstr. 3, ✉ 33 (990, 835, 1230, 850)
directory-entry: — Wwe, Louise, Schultzweg 7, ✉ 1 (713, 560, 929, 575)
directory-entry: — Chr., Bartholomäusstr. 37, H. 1, ✉ 22 (713, 1019, 960, 1034)
directory-entry: — Ludw., Kastellan, Ferdinandstr. 29 (160, 912, 388, 927)
directory-entry: ⊙ Brand & Wagner, IR, Vergolde- u. Präge-Anstalt für Buchbinder, Katalogumschläge, Einbanddecken, BCto: Volksb., ☏ I, 7690, alter Steinweg 19, ✉ 3, Inh: H. Wagner Wwe. (990, 743, 1256, 820)
directory-entry: — H., Schubertstr. 17, ✉ 21 (436, 376, 608, 391)
directory-entry: — F., Brunnenbauer, Fuhlsbüttel, Heschredder 73 (436, 636, 703, 667)
directory-entry: Bramann siehe auch Brammann (436, 499, 636, 514)
directory-entry: — K. A. W., Schiffswächter, Schulterblatt 164, ✉ 6 (990, 1248, 1256, 1279)
directory-entry: — C., Bürgerweide 51, ✉ 25 (990, 1493, 1164, 1508)
directory-entry: — Hans, Kontorbote, Bankstr. 180, ✉ 1 (713, 1692, 955, 1707)
directory-entry: — Mart., Musikus, Billh. Röhrendamm 103 (713, 606, 979, 621)
footer-notice-sub: (vor Abschnitt II). (1032, 2017, 1186, 2037)
directory-entry: — Wwe., Aug., Wirtsch., Grindelallee 143, Wohn: das. 149, ✉ 13 (436, 1172, 703, 1202)
directory-entry: — Ludw., u. Carl Rabe, Möbelhdlg., ☏ V, 2611, Eimsbüttelerchaussee 37, ✉ 19, u. ☏ V, 2611 N 1, Bellealliancestrasse 2, Hths., ✉ 19 (990, 392, 1256, 453)
directory-entry: — Frau D., Feinwäscherei, Rehmstr. 1 (713, 1141, 948, 1156)
directory-entry: — Frau M., Arbtrn., Hohestr. 68, ✉ 5 (990, 468, 1218, 483)
directory-entry: — Fritz, Arbtr., Rosenhofstr. 1, ✉ 6 (990, 1646, 1206, 1661)
directory-entry: Brakhan, Christ., Architekt, ☏ VIII, 2296 N 5, Eilbecktal 12, ✉ 23 (436, 346, 703, 376)
directory-entry: — J., Arbtr., Friedrichstr. 26, ✉ 4 (160, 1875, 362, 1890)
directory-entry: Bragenheim, Rich., Versich.-Oberinspekt., Heinrich Barth-Strasse 3, ✉ 13 (160, 178, 426, 208)
directory-entry: — Wwe. E., Fesslerstr. 15, ✉ 22 (160, 1738, 356, 1753)
directory-entry: — G. A. E. C., Kaufm., Hagenau 42, ✉ 23 (713, 1585, 965, 1600)
